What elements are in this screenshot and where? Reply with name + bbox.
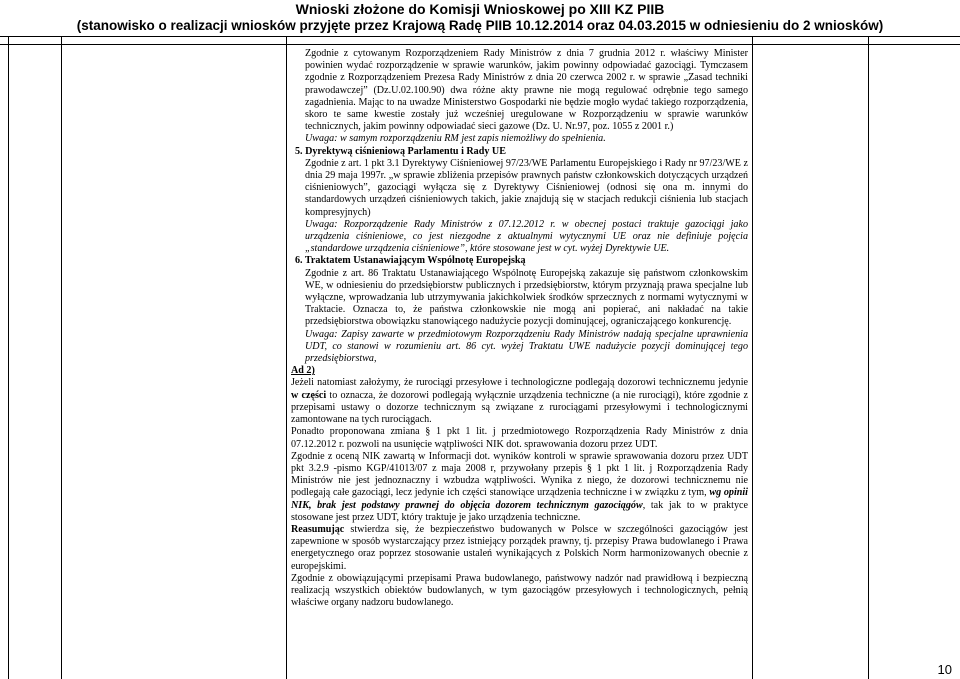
paragraph: Zgodnie z art. 1 pkt 3.1 Dyrektywy Ciśnieniowej 97/23/WE Parlamentu Europejskiego i Rady nr 97/23/WE z dnia 29 maja 1997r. „w sprawie zbliżenia przepisów prawnych państw członkowskich dotyczących urządzeń ciśnieniowych”, gazociągi wyłącza się z Dyrektywy Ciśnieniowej (odnosi się ona m. innymi do standardowych urządzeń ciśnieniowych takich, jakie znajdują się w stacjach redukcji ciśnienia lub stacjach kompresyjnych) xyxy=(305,157,748,218)
table-col-divider xyxy=(752,36,753,679)
paragraph: Zgodnie z obowiązującymi przepisami Prawa budowlanego, państwowy nadzór nad prawidłową i bezpieczną realizacją wszystkich obiektów budowlanych, w tym gazociągów przesyłowych i technologicznych, pełnią właściwe organy nadzoru budowlanego. xyxy=(291,572,748,609)
table-col-divider xyxy=(286,36,287,679)
stance-text-cell xyxy=(291,48,748,609)
emphasis: wg opinii NIK, brak jest podstawy prawnej do objęcia dozorem technicznym gazociągów xyxy=(291,487,748,511)
ad-heading: Ad 2) xyxy=(291,365,315,377)
paragraph: Reasumując stwierdza się, że bezpieczeństwo budowanych w Polsce w szczególności gazociągów jest zapewnione w sposób wystarczający przez istniejący porządek prawny, tj. przepisy Prawa budowlanego i Prawa energetycznego oraz poprzez stosowanie ustaleń wynikających z Polskich Norm harmonizowanych obecnie z europejskimi. xyxy=(291,523,748,572)
table-top-border-2 xyxy=(0,44,960,45)
table-col-divider xyxy=(61,36,62,679)
section-heading: 5. Dyrektywą ciśnieniową Parlamentu i Rady UE xyxy=(295,145,506,157)
note-paragraph: Uwaga: Rozporządzenie Rady Ministrów z 07.12.2012 r. w obecnej postaci traktuje gazociągi jako urządzenia ciśnieniowe, co jest niezgodne z aktualnymi wytycznymi UE oraz nie definiuje pojęcia „standardowe urządzenia ciśnieniowe”, które stosowane jest w cyt. wyżej Dyrektywie UE. xyxy=(305,218,748,255)
emphasis: Reasumując xyxy=(291,523,345,535)
paragraph: Ponadto proponowana zmiana § 1 pkt 1 lit. j przedmiotowego Rozporządzenia Rady Ministrów z dnia 07.12.2012 r. pozwoli na usunięcie wątpliwości NIK dot. sprawowania dozoru przez UDT. xyxy=(291,426,748,450)
section-heading: 6. Traktatem Ustanawiającym Wspólnotę Europejską xyxy=(295,255,526,267)
paragraph: Zgodnie z cytowanym Rozporządzeniem Rady Ministrów z dnia 7 grudnia 2012 r. właściwy Minister powinien wydać rozporządzenie w sprawie warunków, jakim powinny odpowiadać gazociągi. Tymczasem zgodnie z Rozporządzeniem Prezesa Rady Ministrów z dnia 20 czerwca 2002 r. w sprawie „Zasad techniki prawodawczej” (Dz.U.02.100.90) dwa różne akty prawne nie mogą regulować odrębnie tego samego zagadnienia. Mając to na uwadze Ministerstwo Gospodarki nie będzie mogło wydać takiego rozporządzenia, skoro te same kwestie zostały już wcześniej uregulowane w Rozporządzeniu w sprawie warunków technicznych, jakim powinny odpowiadać sieci gazowe (Dz. U. Nr.97, poz. 1055 z 2001 r.) xyxy=(305,48,748,133)
note-paragraph: Uwaga: w samym rozporządzeniu RM jest zapis niemożliwy do spełnienia. xyxy=(305,133,606,145)
document-title: Wnioski złożone do Komisji Wnioskowej po XIII KZ PIIB xyxy=(295,1,665,17)
emphasis: w części xyxy=(291,389,327,401)
paragraph: Zgodnie z oceną NIK zawartą w Informacji dot. wyników kontroli w sprawie sprawowania dozoru przez UDT pkt 3.2.9 -pismo KGP/41013/07 z maja 2008 r, przywołany przepis § 1 pkt 1 lit. j Rozporządzenia Rady Ministrów nie jest jednoznaczny i wzbudza wątpliwości. Wynika z niego, że dozorowi technicznemu nie podlegają całe gazociągi, lecz jedynie ich części stanowiące urządzenia techniczne i w związku z tym, wg opinii NIK, brak jest podstawy prawnej do objęcia dozorem technicznym gazociągów, tak jak to w praktyce stosowane jest przez UDT, który traktuje je jako urządzenia techniczne. xyxy=(291,450,748,523)
table-col-divider xyxy=(868,36,869,679)
paragraph: Jeżeli natomiast założymy, że rurociągi przesyłowe i technologiczne podlegają dozorowi technicznemu jedynie w części to oznacza, że dozorowi podlegają wyłącznie urządzenia techniczne (a nie rurociągi), które zgodnie z przepisami ustawy o dozorze technicznym są związane z rurociągami przesyłowymi i technologicznymi zamontowane na tych rurociągach. xyxy=(291,377,748,426)
table-top-border xyxy=(0,36,960,37)
paragraph: Zgodnie z art. 86 Traktatu Ustanawiającego Wspólnotę Europejską zakazuje się państwom członkowskim WE, w odniesieniu do przedsiębiorstw publicznych i przedsiębiorstw, którym przyznają prawa specjalne lub wyłączne, wprowadzania lub utrzymywania jakichkolwiek środków sprzecznych z normami wytycznymi w Traktacie. Oznacza to, że państwa członkowskie nie mogą ani popierać, ani nakładać na takie przedsiębiorstwa obowiązku stanowiącego nadużycie pozycji dominującej, ograniczającego konkurencję. xyxy=(305,267,748,328)
document-subtitle: (stanowisko o realizacji wniosków przyjęte przez Krajową Radę PIIB 10.12.2014 oraz 04.03.2015 w odniesieniu do 2 wniosków) xyxy=(76,18,884,33)
page-number: 10 xyxy=(937,662,952,677)
table-col-divider xyxy=(8,36,9,679)
note-paragraph: Uwaga: Zapisy zawarte w przedmiotowym Rozporządzeniu Rady Ministrów nadają specjalne uprawnienia UDT, co stanowi w rozumieniu art. 86 cyt. wyżej Traktatu UWE nadużycie pozycji dominującej tego przedsiębiorstwa, xyxy=(305,328,748,365)
